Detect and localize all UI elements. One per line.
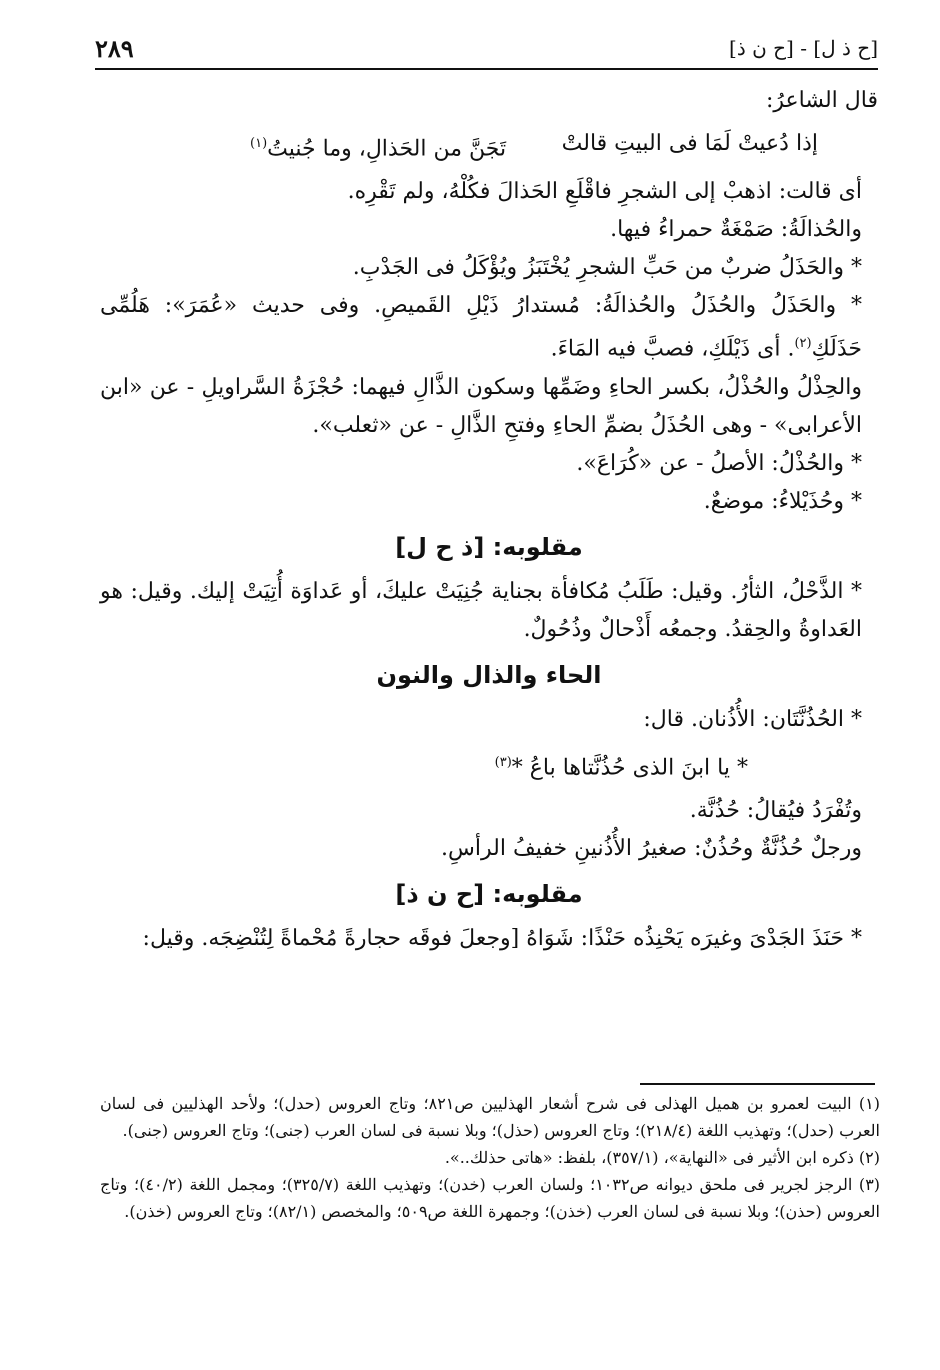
section-heading: مقلوبه: [ذ ح ل] <box>395 532 583 561</box>
running-head: [ح ذ ل] - [ح ن ذ] <box>729 36 878 60</box>
paragraph: والحِذْلُ والحُذْلُ، بكسر الحاءِ وضَمِّها وسكون الذَّالِ فيهما: حُجْزَةُ السَّراويلِ - عن «ابن الأعرابى» - وهى الحُذَلُ بضمِّ الحاءِ وفتحِ الذَّالِ - عن «ثعلب». <box>100 374 862 438</box>
main-text <box>100 82 878 958</box>
paragraph: أى قالت: اذهبْ إلى الشجرِ فاقْلَعِ الحَذالَ فكُلْهُ، ولم تَقْرِه. <box>347 179 862 205</box>
paragraph: * الحُذُنَّتَان: الأُذُنان. قال: <box>643 706 862 732</box>
paragraph: * والحُذْلُ: الأصلُ - عن «كُرَاعَ». <box>576 450 862 476</box>
paragraph: * وحُذَيْلاءُ: موضعٌ. <box>703 488 862 514</box>
paragraph-text: * والحَذَلُ والحُذَلُ والحُذالَةُ: مُستدارُ ذَيْلِ القَميصِ. وفى حديث «عُمَرَ»: هَلُمِّى حَذَلَكِ <box>100 293 862 362</box>
section-heading: الحاء والذال والنون <box>376 660 602 689</box>
footnote-ref-1: (١) <box>250 136 268 151</box>
footnote-ref-3: (٣) <box>494 754 512 770</box>
verse-text: تَجَنَّ من الحَذالِ، وما جُنيتُ <box>267 136 507 162</box>
section-heading: مقلوبه: [ح ن ذ] <box>395 879 583 908</box>
paragraph-text: . أى ذَيْلَكِ، فصبَّ فيه المَاءَ. <box>550 336 795 362</box>
paragraph: * الذَّحْلُ، الثأرُ. وقيل: طَلَبُ مُكافأة بجناية جُنِيَتْ عليكَ، أو عَداوَة أُتِيَتْ إليك. وقيل: هو العَداوةُ والحِقدُ. وجمعُه أَذْحالٌ وذُحُولٌ. <box>100 578 862 642</box>
paragraph: وتُفْرَدُ فيُقالُ: حُذُنَّة. <box>689 797 862 823</box>
poet-intro: قال الشاعرُ: <box>765 88 878 113</box>
paragraph: والحُذالَةُ: صَمْغَةٌ حمراءُ فيها. <box>610 217 862 243</box>
paragraph: ورجلٌ حُذُنَّةٌ وحُذُنٌ: صغيرُ الأُذُنينِ خفيفُ الرأسِ. <box>441 835 862 861</box>
verse-line-1 <box>100 124 878 169</box>
paragraph: * حَنَذَ الجَدْىَ وغيرَه يَحْنِذُه حَنْذًا: شَوَاهُ [وجعلَ فوقَه حجارةً مُحْماةً لِتُنْضِجَه. وقيل: <box>142 925 862 951</box>
footnotes <box>100 1090 880 1225</box>
footnote-3: (٣) الرجز لجرير فى ملحق ديوانه ص١٠٣٢؛ ولسان العرب (خدن)؛ وتهذيب اللغة (٣٢٥/٧)؛ ومجمل اللغة (٤٠/٢)؛ وتاج العروس (حذن)؛ وبلا نسبة فى لسان العرب (خذن)؛ وجمهرة اللغة ص٥٠٩؛ والمخصص (٨٢/١)؛ وتاج العروس (خذن). <box>100 1175 881 1221</box>
page-header <box>95 28 878 70</box>
verse-hemistich-right: إذا دُعيتْ لَمَا فى البيتِ قالتْ <box>561 131 818 156</box>
verse-hemistich <box>495 743 748 788</box>
footnote-divider <box>640 1083 875 1085</box>
paragraph: * والحَذَلُ ضربٌ من حَبِّ الشجرِ يُخْتَبَزُ ويُؤْكَلُ فى الجَدْبِ. <box>352 255 862 281</box>
page-number: ٢٨٩ <box>95 33 134 63</box>
verse-line-2 <box>100 743 878 788</box>
verse-hemistich-left <box>250 124 506 169</box>
footnote-1: (١) البيت لعمرو بن هميل الهذلى فى شرح أشعار الهذليين ص٨٢١؛ وتاج العروس (حدل)؛ ولأحد الهذليين فى لسان العرب (حدل)؛ وتهذيب اللغة (٢١٨/٤)؛ وتاج العروس (حذل)؛ وبلا نسبة فى لسان العرب (جنى)؛ وتاج العروس (جنى). <box>100 1094 880 1140</box>
footnote-ref-2: (٢) <box>794 336 812 352</box>
paragraph <box>100 287 878 368</box>
footnote-2: (٢) ذكره ابن الأثير فى «النهاية»، (٣٥٧/١)، بلفظ: «هاتى حذلك..». <box>444 1148 880 1167</box>
verse-text: * يا ابنَ الذى حُذُنَّتاها باعُ * <box>511 754 748 780</box>
